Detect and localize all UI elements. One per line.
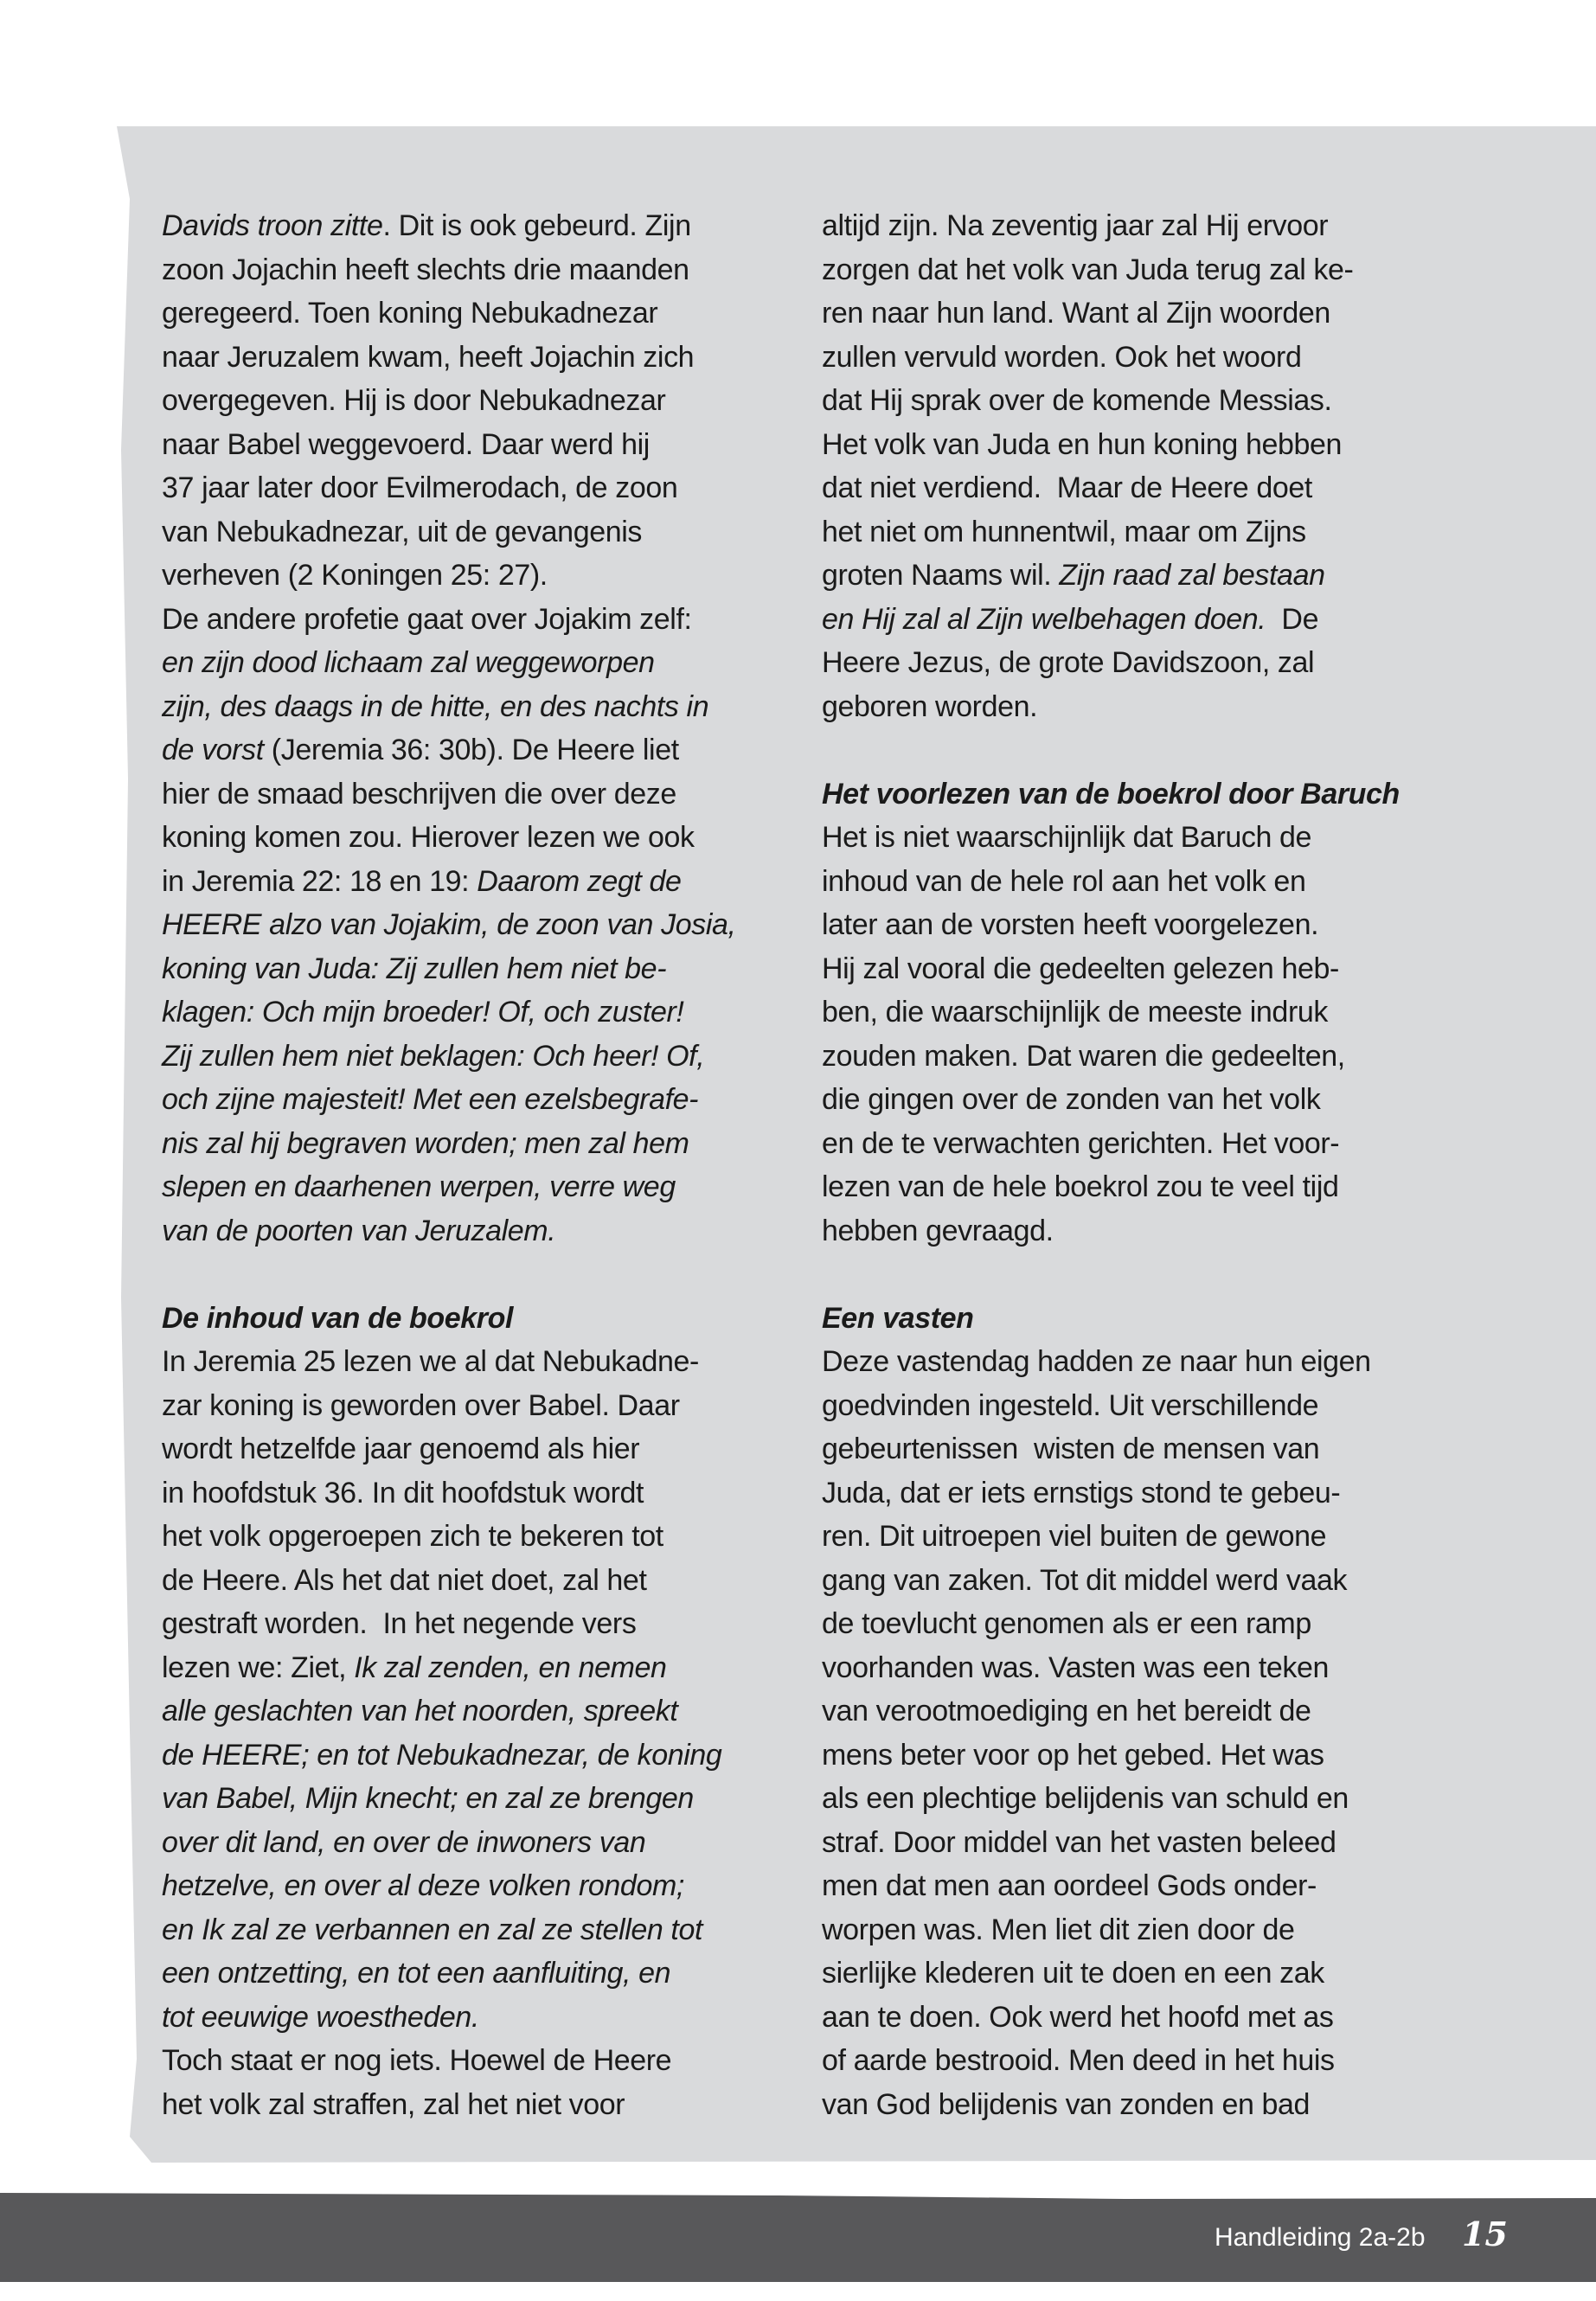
text-line [822, 1471, 1462, 1516]
text-segment: in Jeremia 22: 18 en 19: [162, 864, 478, 898]
text-segment: zoon Jojachin heeft slechts drie maanden [162, 253, 689, 286]
text-line [822, 903, 1462, 947]
text-segment: gang van zaken. Tot dit middel werd vaak [822, 1563, 1348, 1597]
text-line [822, 947, 1462, 991]
text-segment: mens beter voor op het gebed. Het was [822, 1738, 1324, 1772]
text-segment: gestraft worden. In het negende vers [162, 1607, 637, 1640]
text-line [162, 1122, 802, 1166]
text-line [822, 1559, 1462, 1603]
text-line [822, 1253, 1462, 1297]
page-number: 15 [1462, 2214, 1508, 2253]
text-segment: het niet om hunnentwil, maar om Zijns [822, 515, 1306, 548]
text-line [162, 379, 802, 423]
text-segment: Het volk van Juda en hun koning hebben [822, 427, 1343, 461]
text-line [162, 1602, 802, 1646]
text-line [162, 466, 802, 510]
section-heading [822, 1297, 1462, 1341]
text-line [822, 1996, 1462, 2040]
text-segment: zouden maken. Dat waren die gedeelten, [822, 1039, 1345, 1073]
text-line [162, 1078, 802, 1122]
text-line [822, 816, 1462, 860]
text-line [162, 336, 802, 380]
text-segment: Zij zullen hem niet beklagen: Och heer! Of, [162, 1039, 705, 1073]
text-line [822, 2039, 1462, 2083]
text-line [822, 423, 1462, 467]
text-line [162, 1165, 802, 1209]
text-segment: Heere Jezus, de grote Davidszoon, zal [822, 646, 1315, 679]
text-segment: naar Babel weggevoerd. Daar werd hij [162, 427, 650, 461]
text-segment: 37 jaar later door Evilmerodach, de zoon [162, 471, 678, 504]
footer-title: Handleiding 2a-2b [1215, 2223, 1426, 2252]
text-segment: over dit land, en over de inwoners van [162, 1825, 646, 1859]
text-line [162, 990, 802, 1035]
text-line [822, 2083, 1462, 2127]
text-segment: alle geslachten van het noorden, spreekt [162, 1695, 678, 1727]
text-line [162, 292, 802, 336]
text-segment: slepen en daarhenen werpen, verre weg [162, 1170, 676, 1203]
text-segment: zorgen dat het volk van Juda terug zal ke- [822, 253, 1354, 286]
text-line [162, 860, 802, 904]
section-heading [822, 772, 1462, 817]
text-segment: naar Jeruzalem kwam, heeft Jojachin zich [162, 340, 695, 374]
text-segment: HEERE alzo van Jojakim, de zoon van Josia, [162, 908, 736, 941]
text-segment: koning komen zou. Hierover lezen we ook [162, 821, 695, 854]
text-line [162, 1427, 802, 1471]
text-segment: het volk zal straffen, zal het niet voor [162, 2087, 625, 2121]
text-segment: De [1266, 602, 1319, 636]
text-segment: wordt hetzelfde jaar genoemd als hier [162, 1433, 640, 1465]
text-segment: tot eeuwige woestheden. [162, 2000, 479, 2034]
text-segment: de toevlucht genomen als er een ramp [822, 1607, 1311, 1640]
text-segment: ren naar hun land. Want al Zijn woorden [822, 297, 1330, 330]
text-line [162, 1471, 802, 1516]
text-line [822, 728, 1462, 772]
text-line [162, 816, 802, 860]
text-segment: ren. Dit uitroepen viel buiten de gewone [822, 1520, 1327, 1553]
text-segment: die gingen over de zonden van het volk [822, 1083, 1321, 1116]
text-segment: dat Hij sprak over de komende Messias. [822, 384, 1332, 417]
text-segment: Het is niet waarschijnlijk dat Baruch de [822, 821, 1312, 854]
text-line [162, 1777, 802, 1821]
text-line [822, 685, 1462, 729]
text-line [822, 990, 1462, 1035]
text-segment: (Jeremia 36: 30b). De Heere liet [263, 734, 679, 766]
text-line [162, 1035, 802, 1079]
text-segment: en de te verwachten gerichten. Het voor- [822, 1126, 1340, 1160]
text-line [822, 1952, 1462, 1996]
text-segment: en Ik zal ze verbannen en zal ze stellen tot [162, 1913, 703, 1946]
text-segment: in hoofdstuk 36. In dit hoofdstuk wordt [162, 1476, 644, 1509]
text-line [822, 1777, 1462, 1821]
section-heading [162, 1297, 802, 1341]
right-column [822, 204, 1462, 2126]
text-line [162, 554, 802, 598]
text-segment: Zijn raad zal bestaan [1059, 559, 1325, 592]
text-segment: Daarom zegt de [477, 864, 682, 898]
text-segment: inhoud van de hele rol aan het volk en [822, 864, 1306, 898]
text-segment: och zijne majesteit! Met een ezelsbegrafe- [162, 1083, 699, 1116]
text-segment: Hij zal vooral die gedeelten gelezen heb- [822, 952, 1339, 985]
text-line [822, 1209, 1462, 1253]
text-segment: en zijn dood lichaam zal weggeworpen [162, 646, 655, 679]
text-segment: De andere profetie gaat over Jojakim zelf: [162, 602, 692, 636]
text-segment: van Nebukadnezar, uit de gevangenis [162, 515, 642, 548]
text-segment: hetzelve, en over al deze volken rondom; [162, 1869, 684, 1902]
text-line [162, 598, 802, 642]
text-line [162, 1996, 802, 2040]
text-segment: Toch staat er nog iets. Hoewel de Heere [162, 2044, 672, 2077]
text-segment: van Babel, Mijn knecht; en zal ze brengen [162, 1782, 694, 1815]
text-line [822, 1515, 1462, 1559]
text-line [162, 1821, 802, 1865]
text-segment: koning van Juda: Zij zullen hem niet be- [162, 952, 667, 985]
text-line [822, 860, 1462, 904]
text-line [162, 423, 802, 467]
text-segment: van God belijdenis van zonden en bad [822, 2087, 1311, 2121]
text-line [162, 1646, 802, 1690]
text-line [162, 204, 802, 248]
text-line [162, 1864, 802, 1908]
text-line [822, 1384, 1462, 1428]
text-segment: altijd zijn. Na zeventig jaar zal Hij ervoor [822, 209, 1329, 242]
text-segment: Deze vastendag hadden ze naar hun eigen [822, 1345, 1371, 1378]
text-segment: nis zal hij begraven worden; men zal hem [162, 1126, 689, 1160]
text-line [822, 1908, 1462, 1952]
text-segment: van de poorten van Jeruzalem. [162, 1214, 556, 1247]
text-line [162, 2039, 802, 2083]
text-segment: later aan de vorsten heeft voorgelezen. [822, 908, 1319, 941]
text-segment: straf. Door middel van het vasten beleed [822, 1825, 1336, 1859]
text-line [162, 1734, 802, 1778]
text-segment: geregeerd. Toen koning Nebukadnezar [162, 297, 658, 330]
text-segment: Davids troon zitte [162, 209, 383, 242]
text-segment: de vorst [162, 734, 264, 766]
text-segment: als een plechtige belijdenis van schuld en [822, 1782, 1349, 1815]
text-segment: van verootmoediging en het bereidt de [822, 1695, 1311, 1727]
text-line [822, 1427, 1462, 1471]
text-line [162, 1340, 802, 1384]
text-segment: en Hij zal al Zijn welbehagen doen. [822, 602, 1266, 636]
text-segment: Ik zal zenden, en nemen [354, 1650, 667, 1684]
text-line [822, 1035, 1462, 1079]
text-line [162, 1952, 802, 1996]
text-segment: klagen: Och mijn broeder! Of, och zuster! [162, 996, 684, 1029]
text-line [822, 1165, 1462, 1209]
text-line [822, 1646, 1462, 1690]
text-segment: lezen we: Ziet, [162, 1650, 355, 1684]
text-line [162, 1908, 802, 1952]
text-line [162, 1689, 802, 1734]
text-segment: de Heere. Als het dat niet doet, zal het [162, 1563, 647, 1597]
text-line [162, 1515, 802, 1559]
text-segment: Juda, dat er iets ernstigs stond te gebeu- [822, 1476, 1341, 1509]
text-segment: verheven (2 Koningen 25: 27). [162, 559, 548, 592]
text-segment: zullen vervuld worden. Ook het woord [822, 340, 1302, 374]
text-line [162, 685, 802, 729]
text-line [822, 1122, 1462, 1166]
text-segment: hebben gevraagd. [822, 1214, 1054, 1247]
text-line [162, 2083, 802, 2127]
text-line [822, 1078, 1462, 1122]
text-segment: Het voorlezen van de boekrol door Baruch [822, 777, 1400, 811]
text-segment: Een vasten [822, 1301, 974, 1335]
text-line [162, 1559, 802, 1603]
text-line [162, 728, 802, 772]
text-line [822, 204, 1462, 248]
text-line [162, 903, 802, 947]
left-column [162, 204, 802, 2126]
text-line [162, 772, 802, 817]
text-segment: men dat men aan oordeel Gods onder- [822, 1869, 1317, 1902]
text-line [162, 1384, 802, 1428]
text-segment: geboren worden. [822, 689, 1038, 723]
text-line [822, 1602, 1462, 1646]
text-segment: De inhoud van de boekrol [162, 1301, 514, 1335]
text-line [822, 1689, 1462, 1734]
text-segment: lezen van de hele boekrol zou te veel tijd [822, 1170, 1339, 1203]
text-segment: worpen was. Men liet dit zien door de [822, 1913, 1295, 1946]
text-segment: zar koning is geworden over Babel. Daar [162, 1388, 680, 1422]
text-line [822, 1734, 1462, 1778]
text-segment: een ontzetting, en tot een aanfluiting, en [162, 1957, 671, 1990]
text-segment: groten Naams wil. [822, 559, 1060, 592]
text-line [162, 510, 802, 554]
text-segment: of aarde bestrooid. Men deed in het huis [822, 2044, 1335, 2077]
text-segment: In Jeremia 25 lezen we al dat Nebukadne- [162, 1345, 699, 1378]
text-line [822, 379, 1462, 423]
text-segment: de HEERE; en tot Nebukadnezar, de koning [162, 1738, 722, 1772]
text-segment: zijn, des daags in de hitte, en des nachts in [162, 689, 709, 723]
text-segment: goedvinden ingesteld. Uit verschillende [822, 1388, 1319, 1422]
text-line [822, 598, 1462, 642]
text-line [822, 248, 1462, 292]
text-line [162, 1253, 802, 1297]
text-line [822, 510, 1462, 554]
text-segment: gebeurtenissen wisten de mensen van [822, 1433, 1320, 1465]
text-segment: . Dit is ook gebeurd. Zijn [382, 209, 691, 242]
text-line [822, 641, 1462, 685]
text-line [162, 1209, 802, 1253]
text-segment: het volk opgeroepen zich te bekeren tot [162, 1520, 663, 1553]
text-line [822, 292, 1462, 336]
text-line [822, 1864, 1462, 1908]
text-segment: dat niet verdiend. Maar de Heere doet [822, 471, 1312, 504]
text-segment: ben, die waarschijnlijk de meeste indruk [822, 996, 1328, 1029]
text-line [822, 1340, 1462, 1384]
text-segment: voorhanden was. Vasten was een teken [822, 1650, 1330, 1684]
text-segment: aan te doen. Ook werd het hoofd met as [822, 2000, 1334, 2034]
text-line [162, 641, 802, 685]
text-segment: overgegeven. Hij is door Nebukadnezar [162, 384, 666, 417]
text-line [822, 336, 1462, 380]
text-line [162, 248, 802, 292]
text-line [162, 947, 802, 991]
text-line [822, 466, 1462, 510]
text-segment: hier de smaad beschrijven die over deze [162, 777, 676, 811]
text-segment: sierlijke klederen uit te doen en een zak [822, 1957, 1324, 1990]
text-line [822, 1821, 1462, 1865]
text-line [822, 554, 1462, 598]
